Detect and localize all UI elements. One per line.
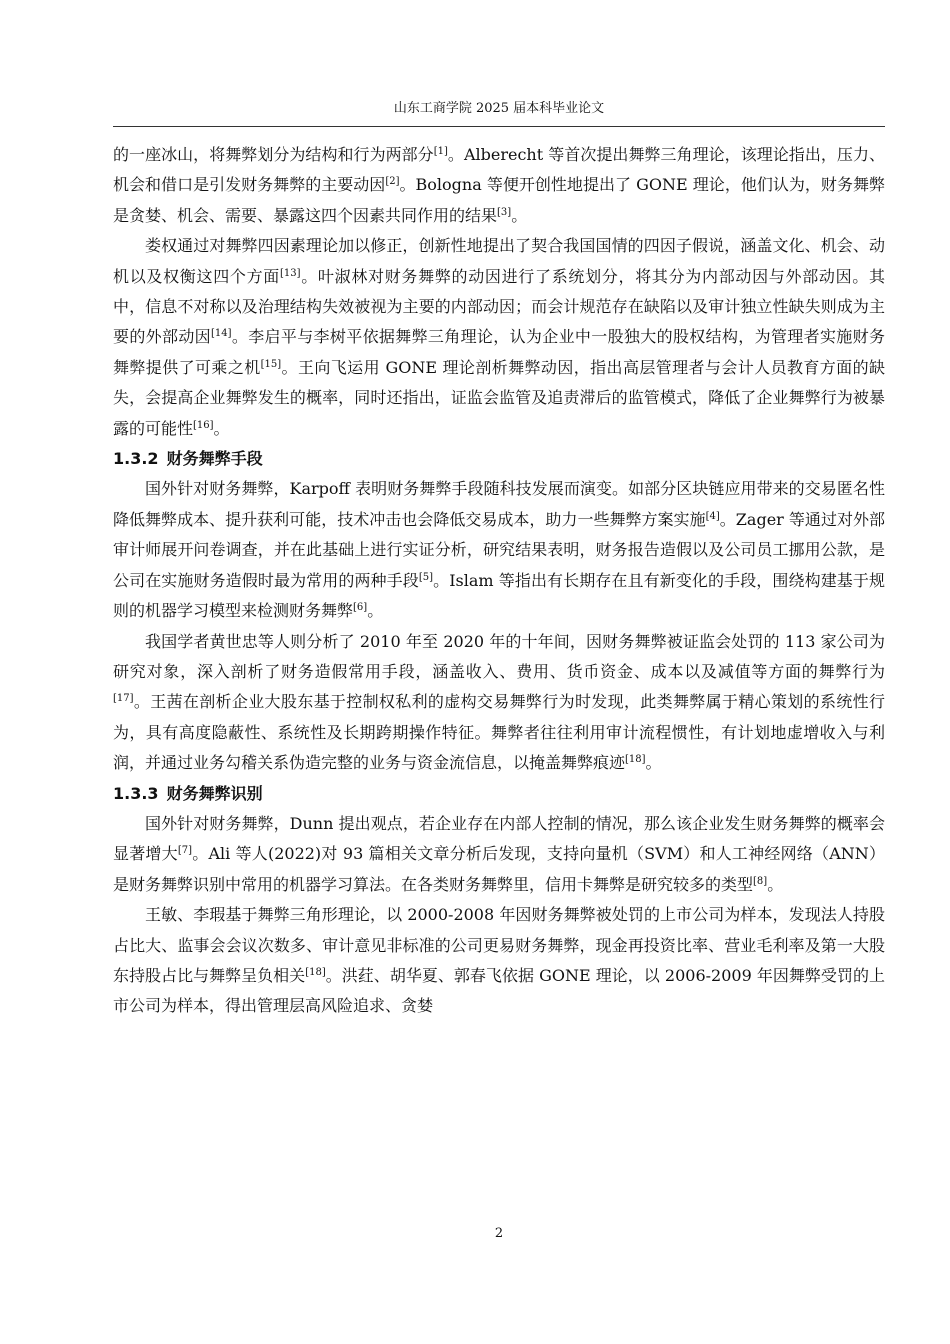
citation-ref: [5] [418, 571, 434, 583]
section-title: 财务舞弊手段 [166, 449, 263, 469]
citation-ref: [2] [385, 176, 400, 188]
paragraph-text: 我国学者黄世忠等人则分析了 2010 年至 2020 年的十年间，因财务舞弊被证监会处罚的 113 家公司为研究对象，深入剖析了财务造假常用手段，涵盖收入、费用、货币资金、成本以及减值等方面的舞弊行为 [113, 631, 885, 681]
section-heading [113, 779, 885, 809]
page-number: 2 [494, 1226, 504, 1241]
paragraph [113, 809, 885, 900]
citation-ref: [4] [705, 510, 720, 522]
paragraph-text: 。Islam 等指出有长期存在且有新变化的手段，围绕构建基于规则的机器学习模型来检测财务舞弊 [113, 570, 885, 621]
paragraph-text: 。洪荭、胡华夏、郭春飞依据 GONE 理论，以 2006-2009 年因舞弊受罚的上市公司为样本，得出管理层高风险追求、贪婪 [113, 965, 885, 1016]
paragraph-text: 的一座冰山，将舞弊划分为结构和行为两部分 [113, 145, 434, 164]
paragraph [113, 900, 885, 1022]
paragraph-text: 。 [511, 205, 528, 225]
paragraph-text: 。Bologna 等便开创性地提出了 GONE 理论，他们认为，财务舞弊是贪婪、机会、需要、暴露这四个因素共同作用的结果 [113, 175, 885, 225]
section-title: 财务舞弊识别 [166, 783, 263, 803]
paragraph-text: 。Zager 等通过对外部审计师展开问卷调查，并在此基础上进行实证分析，研究结果表明，财务报告造假以及公司员工挪用公款，是公司在实施财务造假时最为常用的两种手段 [113, 509, 885, 590]
section-number: 1.3.2 [113, 449, 159, 469]
paragraph-text: 。 [767, 874, 784, 894]
paragraph-text: 娄权通过对舞弊四因素理论加以修正，创新性地提出了契合我国国情的四因子假说，涵盖文化、机会、动机以及权衡这四个方面 [113, 236, 885, 286]
paragraph-text: 。王向飞运用 GONE 理论剖析舞弊动因，指出高层管理者与会计人员教育方面的缺失，会提高企业舞弊发生的概率，同时还指出，证监会监管及追责滞后的监管模式，降低了企业舞弊行为被暴露的可能性 [113, 357, 885, 438]
paragraph-text: 。Alberecht 等首次提出舞弊三角理论，该理论指出，压力、机会和借口是引发财务舞弊的主要动因 [113, 145, 885, 195]
body-text [113, 140, 885, 1022]
citation-ref: [15] [260, 358, 282, 370]
citation-ref: [18] [305, 966, 326, 978]
paragraph [113, 140, 885, 231]
paragraph-text: 。 [213, 418, 230, 438]
citation-ref: [14] [211, 328, 232, 340]
citation-ref: [18] [625, 754, 646, 766]
paragraph-text: 。叶淑林对财务舞弊的动因进行了系统划分，将其分为内部动因与外部动因。其中，信息不对称以及治理结构失效被视为主要的内部动因；而会计规范存在缺陷以及审计独立性缺失则成为主要的外部动因 [113, 266, 885, 347]
paragraph-text: 。王茜在剖析企业大股东基于控制权私利的虚构交易舞弊行为时发现，此类舞弊属于精心策划的系统性行为，具有高度隐蔽性、系统性及长期跨期操作特征。舞弊者往往利用审计流程惯性，有计划地虚增收入与利润，并通过业务勾稽关系伪造完整的业务与资金流信息，以掩盖舞弊痕迹 [113, 692, 885, 773]
citation-ref: [8] [753, 875, 768, 887]
paragraph-text: 。Ali 等人(2022)对 93 篇相关文章分析后发现，支持向量机（SVM）和人工神经网络（ANN）是财务舞弊识别中常用的机器学习算法。在各类财务舞弊里，信用卡舞弊是研究较多的类型 [113, 844, 885, 894]
section-number: 1.3.3 [113, 783, 159, 803]
citation-ref: [17] [113, 693, 134, 705]
paragraph [113, 474, 885, 626]
citation-ref: [16] [193, 419, 214, 431]
citation-ref: [7] [177, 845, 193, 857]
citation-ref: [6] [353, 602, 368, 614]
paragraph-text: 。 [367, 601, 384, 621]
page-header: 山东工商学院 2025 届本科毕业论文 [393, 101, 605, 116]
citation-ref: [1] [433, 146, 448, 157]
citation-ref: [13] [280, 267, 301, 279]
paragraph-text: 王敏、李瑕基于舞弊三角形理论，以 2000-2008 年因财务舞弊被处罚的上市公司为样本，发现法人持股占比大、监事会会议次数多、审计意见非标准的公司更易财务舞弊，现金再投资比率、营业毛利率及第一大股东持股占比与舞弊呈负相关 [113, 905, 885, 985]
paragraph-text: 国外针对财务舞弊，Karpoff 表明财务舞弊手段随科技发展而演变。如部分区块链应用带来的交易匿名性降低舞弊成本、提升获利可能，技术冲击也会降低交易成本，助力一些舞弊方案实施 [113, 479, 885, 529]
section-heading [113, 444, 885, 474]
citation-ref: [3] [497, 206, 512, 218]
paragraph [113, 231, 885, 444]
paragraph [113, 627, 885, 779]
paragraph-text: 。 [645, 753, 662, 773]
paragraph-text: 。李启平与李树平依据舞弊三角理论，认为企业中一股独大的股权结构，为管理者实施财务舞弊提供了可乘之机 [113, 327, 885, 377]
paragraph-text: 国外针对财务舞弊，Dunn 提出观点，若企业存在内部人控制的情况，那么该企业发生财务舞弊的概率会显著增大 [113, 813, 885, 864]
header-rule [113, 126, 885, 127]
